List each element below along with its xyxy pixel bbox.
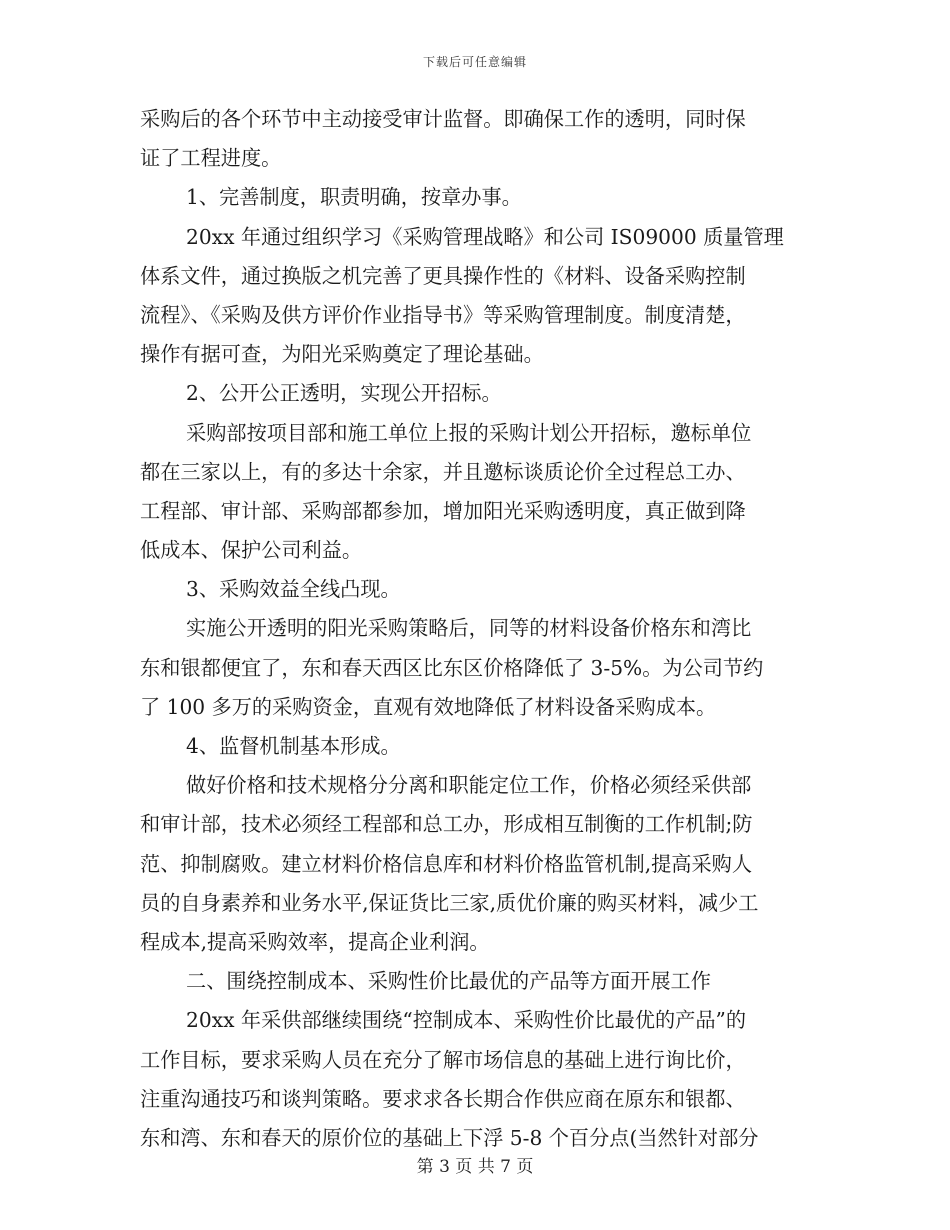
page-header: 下载后可任意编辑 [422,55,527,69]
text-line: 做好价格和技术规格分分离和职能定位工作，价格必须经采供部 [186,773,752,798]
text-line: 采购部按项目部和施工单位上报的采购计划公开招标，邀标单位 [186,420,752,445]
text-line: 了 100 多万的采购资金，直观有效地降低了材料设备采购成本。 [140,694,717,719]
text-line: 都在三家以上，有的多达十余家，并且邀标谈质论价全过程总工办、 [140,459,746,484]
text-line: 工作目标，要求采购人员在充分了解市场信息的基础上进行询比价， [140,1047,746,1072]
text-line: 二、围绕控制成本、采购性价比最优的产品等方面开展工作 [186,969,711,994]
text-line: 4、监督机制基本形成。 [186,734,401,758]
document-body [140,100,804,1158]
text-line: 20xx 年通过组织学习《采购管理战略》和公司 IS09000 质量管理 [186,224,784,249]
text-line: 低成本、保护公司利益。 [140,538,363,563]
text-line: 东和银都便宜了，东和春天西区比东区价格降低了 3-5%。为公司节约 [140,655,764,680]
text-line: 3、采购效益全线凸现。 [186,577,401,602]
text-line: 范、抑制腐败。建立材料价格信息库和材料价格监管机制,提高采购人 [140,851,753,876]
page-footer: 第 3 页 共 7 页 [416,1157,534,1177]
text-line: 流程》、《采购及供方评价作业指导书》等采购管理制度。制度清楚， [140,302,746,327]
text-line: 和审计部，技术必须经工程部和总工办，形成相互制衡的工作机制;防 [140,812,753,837]
text-line: 1、完善制度，职责明确，按章办事。 [186,185,522,210]
text-line: 2、公开公正透明，实现公开招标。 [186,381,502,406]
text-line: 体系文件，通过换版之机完善了更具操作性的《材料、设备采购控制 [140,263,746,288]
text-line: 实施公开透明的阳光采购策略后，同等的材料设备价格东和湾比 [186,616,752,641]
text-line: 20xx 年采供部继续围绕“控制成本、采购性价比最优的产品”的 [186,1008,747,1033]
text-line: 注重沟通技巧和谈判策略。要求求各长期合作供应商在原东和银都、 [140,1086,746,1111]
text-line: 采购后的各个环节中主动接受审计监督。即确保工作的透明，同时保 [140,107,746,131]
text-line: 员的自身素养和业务水平,保证货比三家,质优价廉的购买材料，减少工 [140,890,759,915]
text-line: 工程部、审计部、采购部都参加，增加阳光采购透明度，真正做到降 [140,498,746,523]
text-line: 程成本,提高采购效率，提高企业利润。 [140,929,490,954]
text-line: 操作有据可查，为阳光采购奠定了理论基础。 [140,342,544,367]
text-line: 证了工程进度。 [140,146,282,171]
text-line: 东和湾、东和春天的原价位的基础上下浮 5-8 个百分点(当然针对部分 [140,1125,759,1150]
